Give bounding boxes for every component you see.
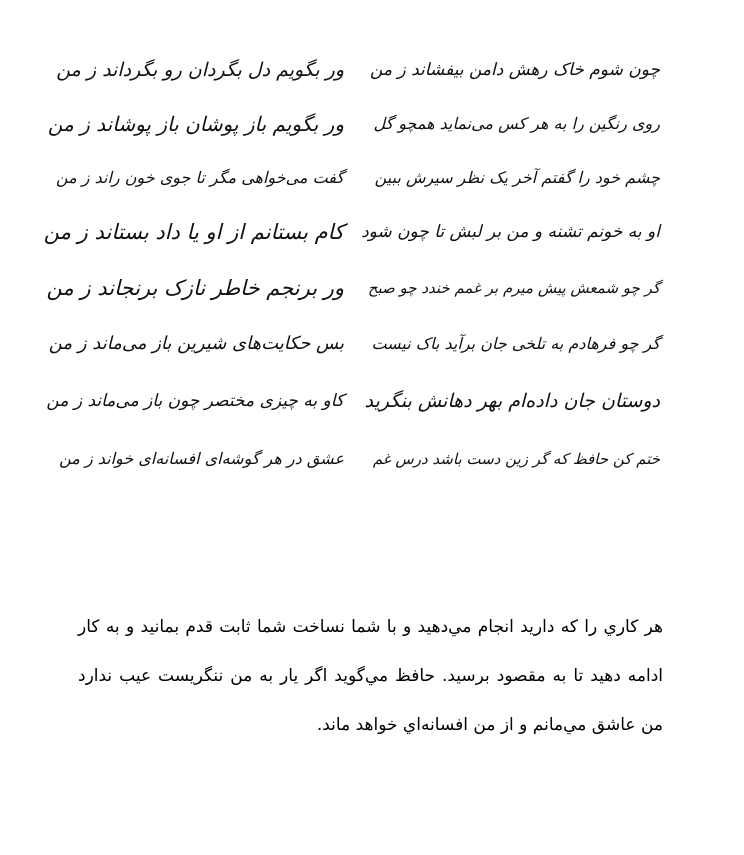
verse-left-4: کام بستانم از او یا داد بستاند ز من: [43, 220, 344, 244]
verse-left-7: کاو به چیزی مختصر چون باز می‌ماند ز من: [46, 391, 344, 411]
verse-left-6: بس حکایت‌های شیرین باز می‌ماند ز من: [48, 333, 344, 354]
verse-right-1: چون شوم خاک رهش دامن بیفشاند ز من: [370, 60, 660, 80]
verse-right-8: ختم کن حافظ که گر زین دست باشد درس غم: [372, 450, 660, 468]
verse-right-7: دوستان جان داده‌ام بهر دهانش بنگرید: [364, 390, 660, 412]
verse-left-3: گفت می‌خواهی مگر تا جوی خون راند ز من: [55, 168, 344, 187]
verse-right-5: گر چو شمعش پیش میرم بر غمم خندد چو صبح: [367, 279, 660, 297]
verse-right-2: روی رنگین را به هر کس می‌نماید همچو گل: [373, 114, 660, 133]
verse-left-1: ور بگویم دل بگردان رو بگرداند ز من: [56, 59, 344, 81]
verse-left-8: عشق در هر گوشه‌ای افسانه‌ای خواند ز من: [59, 449, 344, 468]
verse-right-3: چشم خود را گفتم آخر یک نظر سیرش ببین: [374, 168, 660, 187]
verse-right-6: گر چو فرهادم به تلخی جان برآید باک نیست: [371, 334, 660, 353]
verse-right-4: او به خونم تشنه و من بر لبش تا چون شود: [361, 222, 660, 242]
verse-left-5: ور برنجم خاطر نازک برنجاند ز من: [46, 276, 344, 300]
explanation-paragraph: هر كاري را كه داريد انجام مي‌دهيد و با شما نساخت شما ثابت قدم بمانيد و به كار ادامه دهيد تا به مقصود برسيد. حافظ مي‌گويد اگر يار به من ننگريست عيب ندارد من عاشق مي‌مانم و از من افسانه‌اي خواهد ماند.: [78, 617, 663, 735]
verse-left-2: ور بگویم باز پوشان باز پوشاند ز من: [47, 112, 344, 136]
